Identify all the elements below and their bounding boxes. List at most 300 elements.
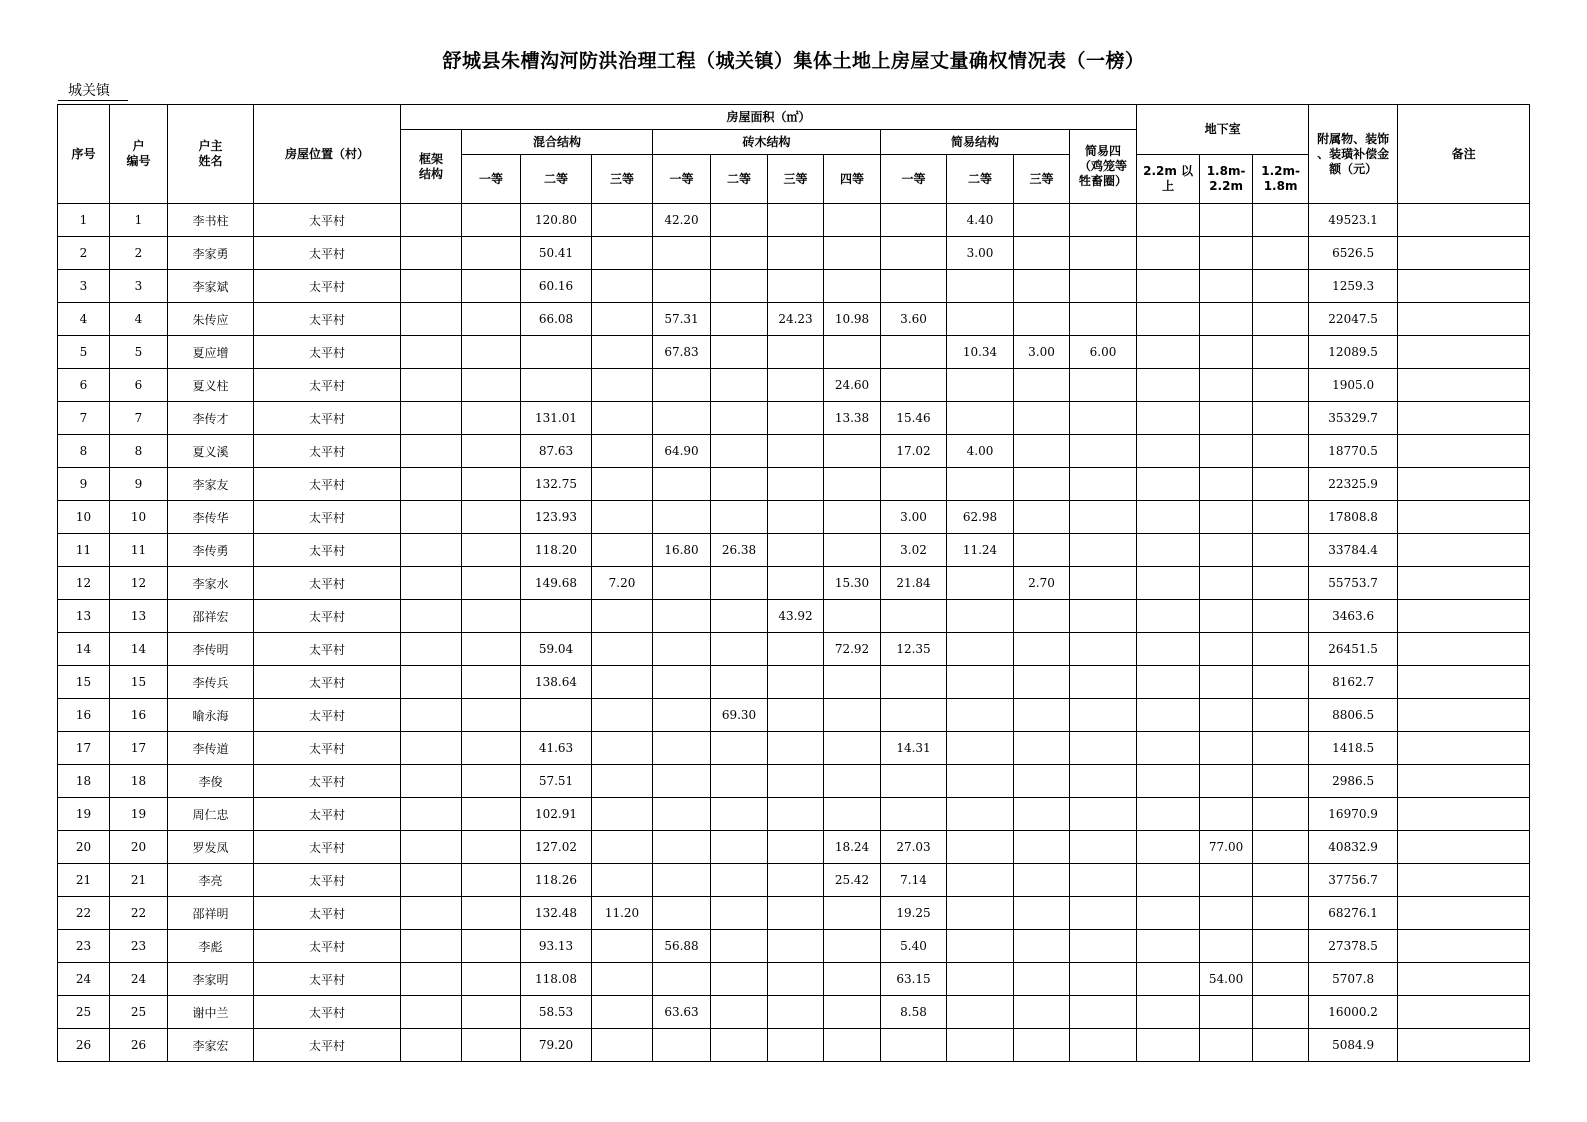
cell-mixed1 xyxy=(462,567,521,600)
cell-mixed3 xyxy=(592,930,653,963)
cell-note xyxy=(1398,270,1530,303)
cell-note xyxy=(1398,369,1530,402)
cell-note xyxy=(1398,600,1530,633)
table-row xyxy=(58,600,1530,633)
cell-bw2 xyxy=(711,765,768,798)
cell-note xyxy=(1398,666,1530,699)
cell-s4 xyxy=(1070,270,1137,303)
cell-bs1 xyxy=(1137,369,1200,402)
cell-comp: 8806.5 xyxy=(1309,699,1398,732)
col-household-no: 户 编号 xyxy=(110,105,168,204)
cell-bs1 xyxy=(1137,666,1200,699)
cell-comp: 49523.1 xyxy=(1309,204,1398,237)
cell-s1 xyxy=(881,798,947,831)
cell-note xyxy=(1398,831,1530,864)
cell-s4 xyxy=(1070,831,1137,864)
cell-s1 xyxy=(881,336,947,369)
cell-note xyxy=(1398,567,1530,600)
cell-name: 谢中兰 xyxy=(168,996,254,1029)
cell-mixed2: 93.13 xyxy=(521,930,592,963)
cell-s2: 11.24 xyxy=(947,534,1014,567)
cell-name: 李家友 xyxy=(168,468,254,501)
cell-no: 9 xyxy=(110,468,168,501)
cell-no: 6 xyxy=(110,369,168,402)
cell-frame xyxy=(401,303,462,336)
cell-s2: 4.00 xyxy=(947,435,1014,468)
cell-bw1 xyxy=(653,798,711,831)
col-simple-grade1: 一等 xyxy=(881,155,947,204)
cell-bw4 xyxy=(824,699,881,732)
cell-bw3 xyxy=(768,237,824,270)
cell-village: 太平村 xyxy=(254,1029,401,1062)
cell-no: 23 xyxy=(110,930,168,963)
cell-no: 26 xyxy=(110,1029,168,1062)
cell-s1 xyxy=(881,699,947,732)
cell-comp: 40832.9 xyxy=(1309,831,1398,864)
cell-frame xyxy=(401,1029,462,1062)
cell-seq: 1 xyxy=(58,204,110,237)
cell-name: 夏义溪 xyxy=(168,435,254,468)
cell-s1: 3.00 xyxy=(881,501,947,534)
cell-s2 xyxy=(947,303,1014,336)
cell-bs3 xyxy=(1253,369,1309,402)
cell-mixed3 xyxy=(592,963,653,996)
cell-seq: 12 xyxy=(58,567,110,600)
cell-bs1 xyxy=(1137,1029,1200,1062)
cell-mixed2: 58.53 xyxy=(521,996,592,1029)
table-row xyxy=(58,237,1530,270)
cell-s2 xyxy=(947,963,1014,996)
cell-seq: 6 xyxy=(58,369,110,402)
cell-bw3 xyxy=(768,930,824,963)
cell-frame xyxy=(401,798,462,831)
cell-bw4 xyxy=(824,996,881,1029)
cell-s1: 8.58 xyxy=(881,996,947,1029)
cell-bs2 xyxy=(1200,402,1253,435)
cell-mixed2: 79.20 xyxy=(521,1029,592,1062)
cell-bw3 xyxy=(768,1029,824,1062)
cell-seq: 13 xyxy=(58,600,110,633)
cell-mixed3 xyxy=(592,699,653,732)
cell-bw1: 42.20 xyxy=(653,204,711,237)
cell-frame xyxy=(401,864,462,897)
cell-mixed2 xyxy=(521,369,592,402)
col-bw-grade3: 三等 xyxy=(768,155,824,204)
cell-s3 xyxy=(1014,204,1070,237)
cell-s4 xyxy=(1070,369,1137,402)
cell-bw3 xyxy=(768,897,824,930)
cell-note xyxy=(1398,930,1530,963)
cell-mixed2: 138.64 xyxy=(521,666,592,699)
cell-no: 20 xyxy=(110,831,168,864)
cell-mixed3 xyxy=(592,831,653,864)
cell-s4 xyxy=(1070,435,1137,468)
cell-bw1 xyxy=(653,765,711,798)
cell-bw4 xyxy=(824,336,881,369)
cell-bw1: 56.88 xyxy=(653,930,711,963)
cell-note xyxy=(1398,633,1530,666)
cell-comp: 5707.8 xyxy=(1309,963,1398,996)
cell-s3 xyxy=(1014,666,1070,699)
cell-bs1 xyxy=(1137,765,1200,798)
table-row xyxy=(58,897,1530,930)
cell-bw1: 67.83 xyxy=(653,336,711,369)
cell-s2: 10.34 xyxy=(947,336,1014,369)
cell-bs3 xyxy=(1253,996,1309,1029)
cell-mixed1 xyxy=(462,468,521,501)
cell-bw4 xyxy=(824,501,881,534)
cell-frame xyxy=(401,930,462,963)
cell-village: 太平村 xyxy=(254,237,401,270)
cell-mixed2: 66.08 xyxy=(521,303,592,336)
cell-bw4 xyxy=(824,435,881,468)
cell-seq: 20 xyxy=(58,831,110,864)
cell-mixed3: 7.20 xyxy=(592,567,653,600)
cell-seq: 10 xyxy=(58,501,110,534)
col-basement: 地下室 xyxy=(1137,105,1309,155)
cell-no: 7 xyxy=(110,402,168,435)
cell-village: 太平村 xyxy=(254,864,401,897)
cell-s2: 62.98 xyxy=(947,501,1014,534)
cell-bw3 xyxy=(768,666,824,699)
table-row xyxy=(58,831,1530,864)
cell-s1: 12.35 xyxy=(881,633,947,666)
cell-comp: 1259.3 xyxy=(1309,270,1398,303)
cell-s2 xyxy=(947,996,1014,1029)
cell-s3 xyxy=(1014,435,1070,468)
cell-bs2 xyxy=(1200,897,1253,930)
cell-bw2 xyxy=(711,402,768,435)
cell-note xyxy=(1398,798,1530,831)
cell-village: 太平村 xyxy=(254,765,401,798)
cell-bw4 xyxy=(824,270,881,303)
cell-comp: 5084.9 xyxy=(1309,1029,1398,1062)
cell-s3 xyxy=(1014,369,1070,402)
table-row xyxy=(58,963,1530,996)
cell-bs2 xyxy=(1200,534,1253,567)
cell-s1 xyxy=(881,369,947,402)
cell-bw1 xyxy=(653,369,711,402)
cell-bw2 xyxy=(711,864,768,897)
cell-s4 xyxy=(1070,963,1137,996)
cell-bs2 xyxy=(1200,732,1253,765)
cell-s3 xyxy=(1014,402,1070,435)
cell-bw3 xyxy=(768,534,824,567)
cell-bw2 xyxy=(711,633,768,666)
cell-s4 xyxy=(1070,402,1137,435)
cell-name: 李家斌 xyxy=(168,270,254,303)
cell-frame xyxy=(401,501,462,534)
cell-frame xyxy=(401,435,462,468)
cell-s1 xyxy=(881,600,947,633)
cell-mixed2: 120.80 xyxy=(521,204,592,237)
cell-seq: 16 xyxy=(58,699,110,732)
cell-village: 太平村 xyxy=(254,534,401,567)
cell-bw3 xyxy=(768,798,824,831)
cell-seq: 15 xyxy=(58,666,110,699)
cell-mixed1 xyxy=(462,864,521,897)
cell-bw1: 57.31 xyxy=(653,303,711,336)
cell-s4 xyxy=(1070,666,1137,699)
cell-s3 xyxy=(1014,963,1070,996)
cell-bw4 xyxy=(824,237,881,270)
cell-no: 19 xyxy=(110,798,168,831)
cell-mixed2 xyxy=(521,699,592,732)
cell-mixed1 xyxy=(462,336,521,369)
cell-bw3 xyxy=(768,567,824,600)
table-row xyxy=(58,666,1530,699)
cell-no: 17 xyxy=(110,732,168,765)
cell-s3 xyxy=(1014,633,1070,666)
cell-s4 xyxy=(1070,897,1137,930)
table-row xyxy=(58,204,1530,237)
cell-note xyxy=(1398,336,1530,369)
cell-bs2 xyxy=(1200,567,1253,600)
cell-bs1 xyxy=(1137,270,1200,303)
cell-bs3 xyxy=(1253,402,1309,435)
cell-bs1 xyxy=(1137,336,1200,369)
cell-bw4 xyxy=(824,930,881,963)
cell-village: 太平村 xyxy=(254,963,401,996)
cell-s3 xyxy=(1014,798,1070,831)
cell-mixed1 xyxy=(462,963,521,996)
cell-frame xyxy=(401,732,462,765)
town-label: 城关镇 xyxy=(58,82,128,101)
cell-bs2 xyxy=(1200,930,1253,963)
col-brick-wood: 砖木结构 xyxy=(653,130,881,155)
cell-s3 xyxy=(1014,501,1070,534)
page-title: 舒城县朱槽沟河防洪治理工程（城关镇）集体土地上房屋丈量确权情况表（一榜） xyxy=(442,50,1145,72)
cell-s1: 7.14 xyxy=(881,864,947,897)
cell-bw4 xyxy=(824,204,881,237)
cell-note xyxy=(1398,237,1530,270)
cell-bw2 xyxy=(711,303,768,336)
cell-note xyxy=(1398,996,1530,1029)
cell-comp: 1418.5 xyxy=(1309,732,1398,765)
cell-s4 xyxy=(1070,765,1137,798)
cell-seq: 21 xyxy=(58,864,110,897)
cell-no: 18 xyxy=(110,765,168,798)
cell-s4 xyxy=(1070,237,1137,270)
cell-bw3 xyxy=(768,765,824,798)
cell-village: 太平村 xyxy=(254,633,401,666)
table-row xyxy=(58,501,1530,534)
cell-s1 xyxy=(881,204,947,237)
cell-name: 夏应增 xyxy=(168,336,254,369)
col-frame: 框架 结构 xyxy=(401,130,462,204)
cell-no: 3 xyxy=(110,270,168,303)
cell-mixed2: 102.91 xyxy=(521,798,592,831)
cell-bw4: 24.60 xyxy=(824,369,881,402)
cell-village: 太平村 xyxy=(254,369,401,402)
cell-mixed3 xyxy=(592,600,653,633)
cell-mixed1 xyxy=(462,1029,521,1062)
col-mixed-grade3: 三等 xyxy=(592,155,653,204)
cell-s2 xyxy=(947,600,1014,633)
cell-no: 25 xyxy=(110,996,168,1029)
cell-comp: 1905.0 xyxy=(1309,369,1398,402)
cell-bw4 xyxy=(824,963,881,996)
cell-note xyxy=(1398,402,1530,435)
cell-s2: 4.40 xyxy=(947,204,1014,237)
table-row xyxy=(58,765,1530,798)
cell-bw4 xyxy=(824,732,881,765)
table-row xyxy=(58,303,1530,336)
cell-bs3 xyxy=(1253,1029,1309,1062)
cell-bs3 xyxy=(1253,303,1309,336)
cell-s3 xyxy=(1014,996,1070,1029)
cell-bs1 xyxy=(1137,402,1200,435)
cell-s2 xyxy=(947,765,1014,798)
cell-bw4 xyxy=(824,798,881,831)
cell-no: 5 xyxy=(110,336,168,369)
cell-seq: 18 xyxy=(58,765,110,798)
cell-bs2 xyxy=(1200,435,1253,468)
cell-s3 xyxy=(1014,237,1070,270)
cell-mixed1 xyxy=(462,402,521,435)
cell-bw2 xyxy=(711,237,768,270)
cell-s4 xyxy=(1070,501,1137,534)
cell-s1: 15.46 xyxy=(881,402,947,435)
cell-comp: 18770.5 xyxy=(1309,435,1398,468)
cell-mixed2: 50.41 xyxy=(521,237,592,270)
cell-village: 太平村 xyxy=(254,732,401,765)
cell-mixed2: 131.01 xyxy=(521,402,592,435)
cell-frame xyxy=(401,996,462,1029)
cell-note xyxy=(1398,699,1530,732)
cell-no: 2 xyxy=(110,237,168,270)
cell-bs2 xyxy=(1200,798,1253,831)
cell-no: 24 xyxy=(110,963,168,996)
cell-bw4: 72.92 xyxy=(824,633,881,666)
cell-mixed3 xyxy=(592,468,653,501)
cell-frame xyxy=(401,600,462,633)
cell-bw2 xyxy=(711,930,768,963)
cell-s4 xyxy=(1070,996,1137,1029)
cell-mixed2 xyxy=(521,600,592,633)
cell-mixed3: 11.20 xyxy=(592,897,653,930)
col-mixed: 混合结构 xyxy=(462,130,653,155)
cell-mixed2: 118.26 xyxy=(521,864,592,897)
cell-comp: 35329.7 xyxy=(1309,402,1398,435)
cell-bw4 xyxy=(824,600,881,633)
cell-mixed1 xyxy=(462,534,521,567)
cell-bs1 xyxy=(1137,864,1200,897)
cell-bw2 xyxy=(711,435,768,468)
cell-bs3 xyxy=(1253,336,1309,369)
cell-bw4 xyxy=(824,897,881,930)
cell-s4 xyxy=(1070,864,1137,897)
table-row xyxy=(58,699,1530,732)
table-row xyxy=(58,996,1530,1029)
cell-s4 xyxy=(1070,468,1137,501)
cell-note xyxy=(1398,732,1530,765)
col-seq: 序号 xyxy=(58,105,110,204)
cell-bw3: 24.23 xyxy=(768,303,824,336)
cell-s3 xyxy=(1014,897,1070,930)
cell-frame xyxy=(401,270,462,303)
cell-mixed3 xyxy=(592,435,653,468)
cell-bs1 xyxy=(1137,468,1200,501)
col-location: 房屋位置（村） xyxy=(254,105,401,204)
cell-bw1 xyxy=(653,468,711,501)
table-row xyxy=(58,864,1530,897)
cell-seq: 17 xyxy=(58,732,110,765)
cell-s1: 3.60 xyxy=(881,303,947,336)
cell-mixed1 xyxy=(462,633,521,666)
cell-bw2 xyxy=(711,204,768,237)
cell-no: 4 xyxy=(110,303,168,336)
cell-mixed2: 59.04 xyxy=(521,633,592,666)
cell-mixed2 xyxy=(521,336,592,369)
cell-bs2 xyxy=(1200,633,1253,666)
cell-bs3 xyxy=(1253,798,1309,831)
cell-bs1 xyxy=(1137,831,1200,864)
cell-bs3 xyxy=(1253,930,1309,963)
cell-note xyxy=(1398,501,1530,534)
cell-bs1 xyxy=(1137,600,1200,633)
cell-bs1 xyxy=(1137,963,1200,996)
cell-bw1: 64.90 xyxy=(653,435,711,468)
cell-bs3 xyxy=(1253,468,1309,501)
cell-s4 xyxy=(1070,600,1137,633)
cell-seq: 26 xyxy=(58,1029,110,1062)
cell-bw1 xyxy=(653,963,711,996)
cell-bw4: 13.38 xyxy=(824,402,881,435)
cell-name: 罗发凤 xyxy=(168,831,254,864)
cell-village: 太平村 xyxy=(254,270,401,303)
cell-s2 xyxy=(947,864,1014,897)
table-body xyxy=(58,204,1530,1062)
cell-s1: 21.84 xyxy=(881,567,947,600)
cell-bs3 xyxy=(1253,237,1309,270)
cell-village: 太平村 xyxy=(254,798,401,831)
cell-bw3 xyxy=(768,402,824,435)
cell-bw1 xyxy=(653,732,711,765)
cell-bs1 xyxy=(1137,501,1200,534)
cell-mixed2: 118.08 xyxy=(521,963,592,996)
cell-bs3 xyxy=(1253,765,1309,798)
cell-s1 xyxy=(881,1029,947,1062)
cell-bw3 xyxy=(768,270,824,303)
cell-bw3 xyxy=(768,468,824,501)
cell-name: 李亮 xyxy=(168,864,254,897)
cell-bs3 xyxy=(1253,204,1309,237)
cell-name: 李传华 xyxy=(168,501,254,534)
cell-mixed3 xyxy=(592,204,653,237)
cell-s1: 27.03 xyxy=(881,831,947,864)
cell-s4 xyxy=(1070,732,1137,765)
col-compensation: 附属物、装饰 、装璜补偿金 额（元） xyxy=(1309,105,1398,204)
cell-bs3 xyxy=(1253,534,1309,567)
cell-seq: 8 xyxy=(58,435,110,468)
cell-mixed2: 41.63 xyxy=(521,732,592,765)
cell-frame xyxy=(401,534,462,567)
col-mixed-grade2: 二等 xyxy=(521,155,592,204)
cell-bw4 xyxy=(824,468,881,501)
cell-s3 xyxy=(1014,765,1070,798)
cell-seq: 3 xyxy=(58,270,110,303)
cell-s2 xyxy=(947,633,1014,666)
cell-note xyxy=(1398,897,1530,930)
cell-bw1 xyxy=(653,666,711,699)
cell-bs3 xyxy=(1253,699,1309,732)
table-row xyxy=(58,567,1530,600)
cell-bw1 xyxy=(653,402,711,435)
cell-note xyxy=(1398,765,1530,798)
cell-seq: 7 xyxy=(58,402,110,435)
cell-mixed3 xyxy=(592,369,653,402)
